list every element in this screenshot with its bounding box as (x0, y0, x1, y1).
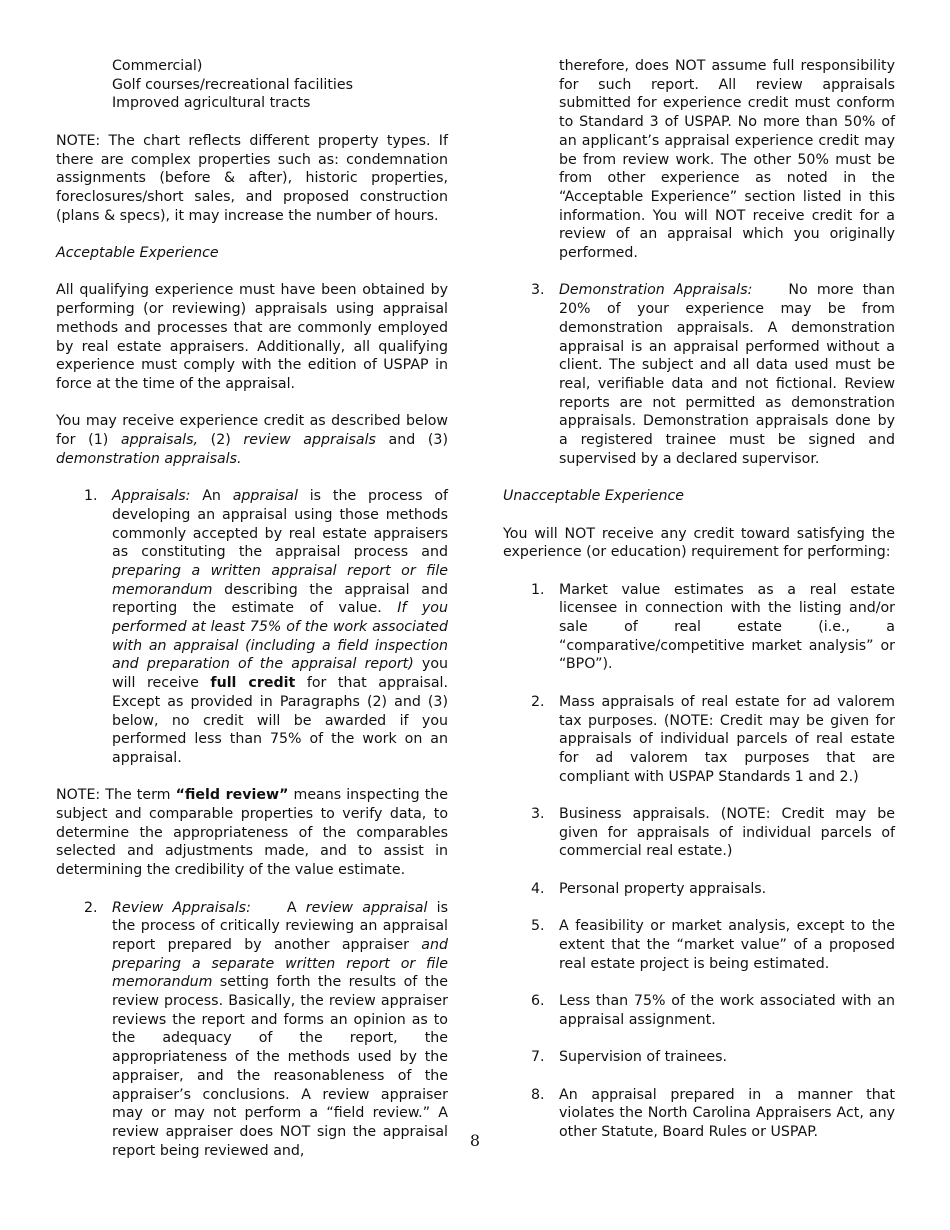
credit-list (56, 487, 448, 768)
list-item-text: Business appraisals. (NOTE: Credit may be given for appraisals of individual parcels of commercial real estate.) (559, 806, 895, 860)
list-number: 7. (531, 1049, 545, 1066)
list-item-text: Review Appraisals: A review appraisal is the process of critically reviewing an appraisal report prepared by another appraiser and preparing a separate written report or file memorandum setting forth the results of the review process. Basically, the review appraiser reviews the report and forms an opinion as to the adequacy of the report, the appropriateness of the methods used by the appraiser, and the reasonableness of the appraiser’s conclusions. A review appraiser may or may not perform a “field review.” A review appraiser does NOT sign the appraisal report being reviewed and, (112, 899, 449, 1159)
list-item-review-appraisals (56, 899, 448, 1161)
list-item-text: Personal property appraisals. (559, 880, 767, 897)
list-item: Commercial) (112, 58, 203, 74)
list-item (503, 992, 895, 1029)
unacceptable-experience-intro: You will NOT receive any credit toward satisfying the experience (or education) requirement for performing: (503, 525, 895, 561)
right-column (503, 57, 895, 1142)
list-item-text: An appraisal prepared in a manner that violates the North Carolina Appraisers Act, any other Statute, Board Rules or USPAP. (559, 1086, 895, 1140)
list-number: 3. (531, 282, 545, 299)
list-item-text: therefore, does NOT assume full responsibility for such report. All review appraisals submitted for experience credit must conform to Standard 3 of USPAP. No more than 50% of an applicant’s appraisal experience credit may be from review work. The other 50% must be from other experience as noted in the “Acceptable Experience” section listed in this information. You will NOT receive credit for a review of an appraisal which you originally performed. (559, 58, 895, 262)
list-number: 2. (531, 693, 545, 710)
chart-note: NOTE: The chart reflects different property types. If there are complex properties such as: condemnation assignments (before & after), historic properties, foreclosures/short sales, and proposed construction (plans & specs), it may increase the number of hours. (56, 132, 448, 224)
left-column (56, 57, 448, 1160)
unacceptable-list (503, 581, 895, 1142)
credit-list-continued (56, 899, 448, 1161)
list-item-text: Appraisals: An appraisal is the process of developing an appraisal using those methods commonly accepted by real estate appraisers as constituting the appraisal process and preparing a written appraisal report or file memorandum describing the appraisal and reporting the estimate of value. If you performed at least 75% of the work associated with an appraisal (including a field inspection and preparation of the appraisal report) you will receive full credit for that appraisal. Except as provided in Paragraphs (2) and (3) below, no credit will be awarded if you performed less than 75% of the work on an appraisal. (112, 488, 448, 766)
list-item-text: Demonstration Appraisals: No more than 20% of your experience may be from demonstration appraisals. A demonstration appraisal is an appraisal performed without a client. The subject and all data used must be real, verifiable data and not fictional. Review reports are not permitted as demonstration appraisals. Demonstration appraisals done by a registered trainee must be signed and supervised by a declared supervisor. (559, 282, 895, 467)
field-review-note: NOTE: The term “field review” means inspecting the subject and comparable properties to verify data, to determine the appropriateness of the comparables selected and adjustments made, and to assist in determining the credibility of the value estimate. (56, 787, 448, 879)
unacceptable-experience-heading: Unacceptable Experience (503, 488, 684, 505)
list-item-text: A feasibility or market analysis, except to the extent that the “market value” of a proposed real estate project is being estimated. (559, 918, 895, 972)
list-number: 1. (531, 581, 545, 598)
credit-list-right (503, 57, 895, 468)
list-item (503, 917, 895, 973)
review-appraisals-continuation (503, 57, 895, 263)
list-item: Improved agricultural tracts (112, 95, 311, 112)
list-item: Golf courses/recreational facilities (112, 76, 353, 93)
list-item-text: Supervision of trainees. (559, 1049, 727, 1066)
acceptable-experience-heading: Acceptable Experience (56, 245, 219, 261)
list-item (503, 581, 895, 675)
list-item-text: Mass appraisals of real estate for ad valorem tax purposes. (NOTE: Credit may be given for appraisals of individual parcels of real estate for ad valorem tax purposes that are compliant with USPAP Standards 1 and 2.) (559, 693, 895, 785)
list-number: 8. (531, 1086, 545, 1103)
property-type-list (56, 57, 448, 113)
list-number: 2. (84, 899, 98, 916)
experience-credit-intro: You may receive experience credit as described below for (1) appraisals, (2) review appraisals and (3) demonstration appraisals. (56, 413, 448, 467)
list-item (503, 1048, 895, 1067)
list-item (503, 693, 895, 787)
list-item-appraisals (56, 487, 448, 768)
list-number: 6. (531, 993, 545, 1010)
list-item-text: Less than 75% of the work associated with an appraisal assignment. (559, 993, 895, 1028)
page-number: 8 (469, 1131, 481, 1150)
list-item (503, 880, 895, 899)
list-number: 1. (84, 488, 98, 505)
list-item (503, 805, 895, 861)
list-item-demonstration-appraisals (503, 281, 895, 468)
list-number: 4. (531, 880, 545, 897)
acceptable-experience-paragraph: All qualifying experience must have been obtained by performing (or reviewing) appraisals using appraisal methods and processes that are commonly employed by real estate appraisers. Additionally, all qualifying experience must comply with the edition of USPAP in force at the time of the appraisal. (56, 282, 448, 392)
list-number: 3. (531, 806, 545, 823)
list-number: 5. (531, 918, 545, 935)
list-item-text: Market value estimates as a real estate licensee in connection with the listing and/or sale of real estate (i.e., a “comparative/competitive market analysis” or “BPO”). (559, 581, 895, 673)
